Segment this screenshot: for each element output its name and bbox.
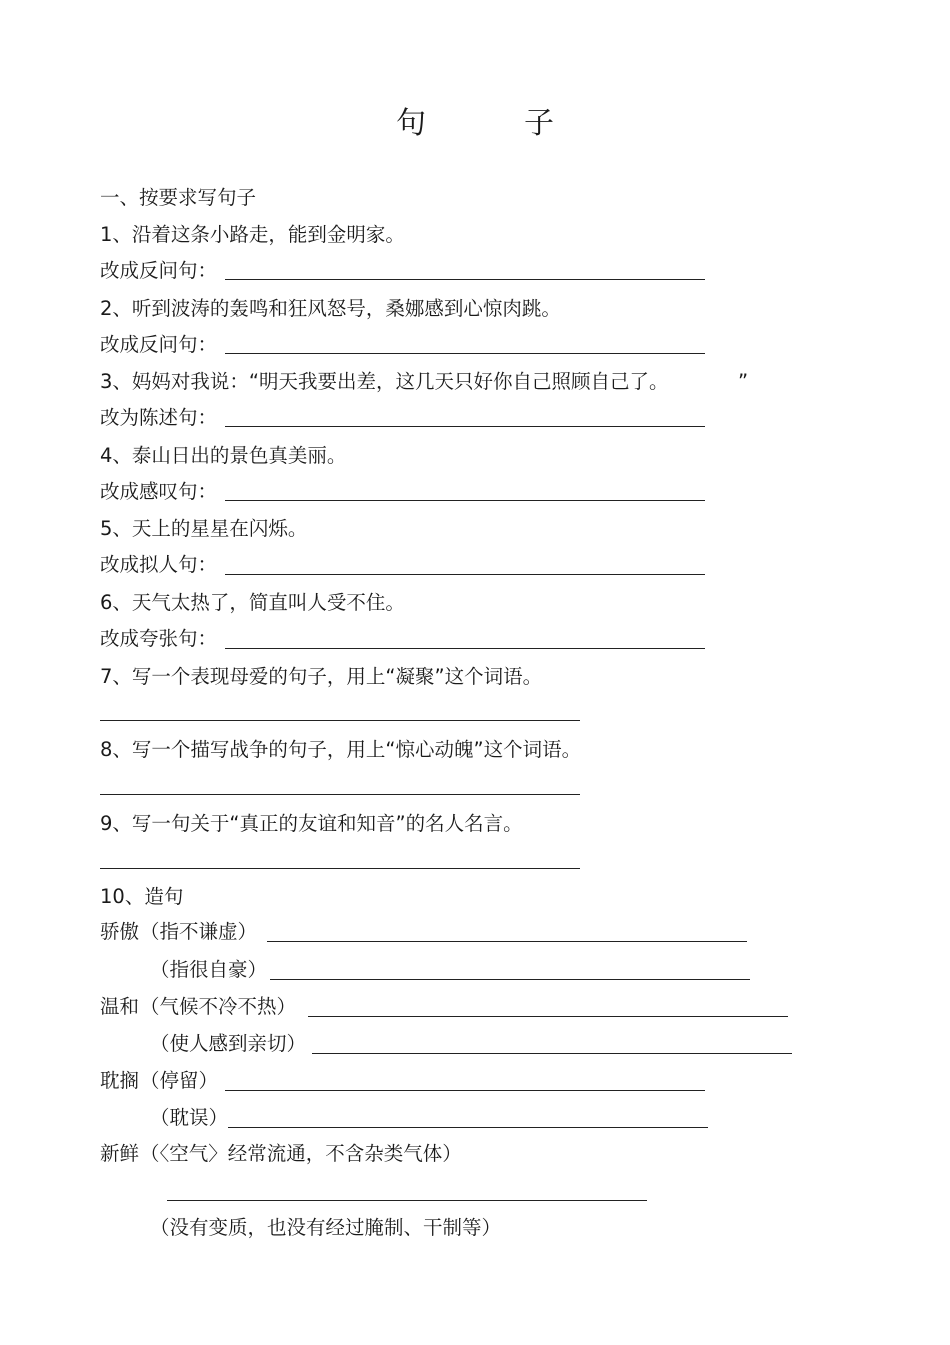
sentence-line-dange-2[interactable] (228, 1127, 708, 1128)
sentence-line-xinxian-1[interactable] (167, 1200, 647, 1201)
question-6: 6、天气太热了，简直叫人受不住。 (100, 591, 405, 614)
sentence-line-wenhe-1[interactable] (308, 1016, 788, 1017)
sentence-line-dange-1[interactable] (225, 1090, 705, 1091)
word-dange: 耽搁 (100, 1069, 140, 1092)
question-5: 5、天上的星星在闪烁。 (100, 517, 308, 540)
sentence-line-jiaoao-2[interactable] (270, 979, 750, 980)
question-2: 2、听到波涛的轰鸣和狂风怒号，桑娜感到心惊肉跳。 (100, 297, 561, 320)
question-1: 1、沿着这条小路走，能到金明家。 (100, 223, 405, 246)
answer-line-9[interactable] (100, 868, 580, 869)
word-dange-sense-1: （停留） (140, 1069, 219, 1092)
page-title: 句 子 (396, 106, 588, 141)
question-9: 9、写一句关于“真正的友谊和知音”的名人名言。 (100, 812, 523, 835)
answer-line-6[interactable] (225, 648, 705, 649)
answer-label-6: 改成夸张句： (100, 627, 218, 650)
sentence-line-jiaoao-1[interactable] (267, 941, 747, 942)
word-jiaoao-sense-1: （指不谦虚） (140, 920, 258, 943)
question-3-closing-quote: ” (738, 370, 749, 393)
question-4: 4、泰山日出的景色真美丽。 (100, 444, 347, 467)
word-wenhe-sense-2: （使人感到亲切） (150, 1032, 307, 1055)
word-wenhe: 温和 (100, 995, 140, 1018)
word-jiaoao: 骄傲 (100, 920, 140, 943)
answer-label-2: 改成反问句： (100, 333, 218, 356)
answer-line-8[interactable] (100, 794, 580, 795)
answer-line-3[interactable] (225, 426, 705, 427)
question-3: 3、妈妈对我说：“明天我要出差，这几天只好你自己照顾自己了。 (100, 370, 669, 393)
answer-label-4: 改成感叹句： (100, 480, 218, 503)
word-xinxian: 新鲜 (100, 1142, 140, 1165)
sentence-line-wenhe-2[interactable] (312, 1053, 792, 1054)
answer-line-1[interactable] (225, 279, 705, 280)
answer-label-3: 改为陈述句： (100, 406, 218, 429)
word-wenhe-sense-1: （气候不冷不热） (140, 995, 297, 1018)
question-8: 8、写一个描写战争的句子，用上“惊心动魄”这个词语。 (100, 738, 582, 761)
word-dange-sense-2: （耽误） (150, 1106, 229, 1129)
answer-label-5: 改成拟人句： (100, 553, 218, 576)
answer-line-7[interactable] (100, 720, 580, 721)
section-heading-10: 10、造句 (100, 885, 184, 908)
answer-label-1: 改成反问句： (100, 259, 218, 282)
answer-line-4[interactable] (225, 500, 705, 501)
word-jiaoao-sense-2: （指很自豪） (150, 958, 268, 981)
question-7: 7、写一个表现母爱的句子，用上“凝聚”这个词语。 (100, 665, 543, 688)
section-heading-1: 一、按要求写句子 (100, 186, 257, 209)
answer-line-5[interactable] (225, 574, 705, 575)
word-xinxian-sense-2: （没有变质，也没有经过腌制、干制等） (150, 1216, 502, 1239)
answer-line-2[interactable] (225, 353, 705, 354)
word-xinxian-sense-1: （〈空气〉经常流通，不含杂类气体） (140, 1142, 462, 1165)
